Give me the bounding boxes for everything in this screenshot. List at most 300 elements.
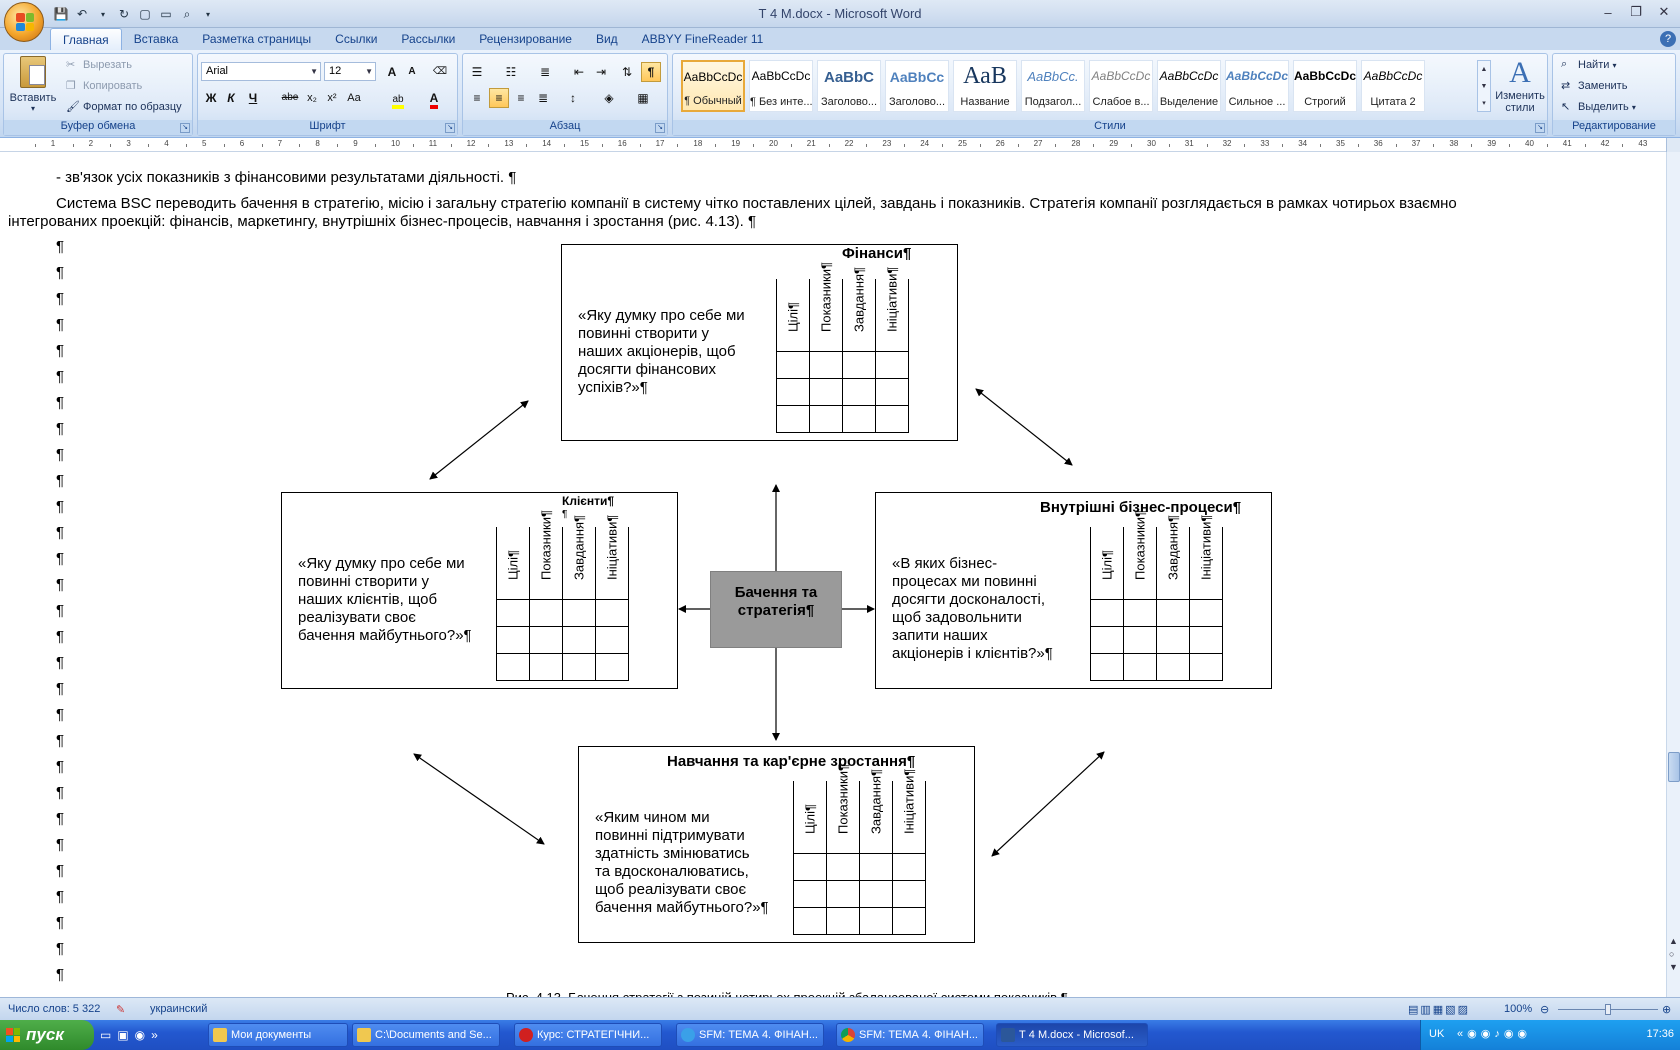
ruler-number: 17 bbox=[655, 139, 665, 148]
tab-insert[interactable]: Вставка bbox=[133, 32, 179, 46]
restore-button[interactable]: ❐ bbox=[1630, 4, 1642, 19]
word-count[interactable]: Число слов: 5 322 bbox=[8, 1003, 101, 1015]
print-preview-icon[interactable]: ⌕ bbox=[183, 6, 191, 21]
tab-view[interactable]: Вид bbox=[595, 32, 618, 46]
ruler-tick bbox=[564, 144, 565, 147]
tab-home[interactable]: Главная bbox=[50, 28, 122, 50]
document-page[interactable] bbox=[0, 152, 1666, 997]
style-name: Заголово... bbox=[820, 96, 878, 108]
ruler-number: 40 bbox=[1525, 139, 1534, 148]
ruler-tick bbox=[1093, 144, 1094, 147]
ruler-tick bbox=[35, 144, 36, 147]
clients-table bbox=[496, 509, 629, 681]
table-row bbox=[1091, 626, 1223, 653]
header-tasks: Завдання¶ bbox=[571, 514, 587, 580]
ruler-tick bbox=[753, 144, 754, 147]
paragraph-group bbox=[462, 53, 668, 136]
ruler-tick bbox=[829, 144, 830, 147]
copy-button[interactable] bbox=[66, 79, 142, 93]
finance-title: Фінанси¶ bbox=[842, 245, 912, 262]
pilcrow-mark: ¶ bbox=[56, 394, 65, 411]
clock: 17:36 bbox=[1646, 1028, 1674, 1040]
style-name: Название bbox=[960, 96, 1010, 108]
pilcrow-mark: ¶ bbox=[56, 654, 65, 671]
header-cell bbox=[497, 527, 530, 599]
style-sample: AaBbCcDc bbox=[1226, 69, 1289, 83]
ruler-tick bbox=[299, 144, 300, 147]
highlighter-icon: ab bbox=[392, 94, 403, 109]
font-size-combo[interactable] bbox=[324, 62, 376, 81]
ruler-tick bbox=[110, 144, 111, 147]
font-name-combo[interactable] bbox=[201, 62, 321, 81]
office-button[interactable] bbox=[4, 2, 44, 42]
styles-scroll[interactable]: ▲ ▼ ▾ bbox=[1477, 60, 1491, 112]
header-cell bbox=[596, 514, 629, 599]
borders-icon: ▦ bbox=[637, 91, 649, 105]
style-normal[interactable] bbox=[681, 60, 745, 112]
table-row bbox=[794, 907, 926, 934]
table-row bbox=[497, 626, 629, 653]
style-no-spacing[interactable] bbox=[749, 60, 813, 112]
ruler-number: 30 bbox=[1147, 139, 1156, 148]
italic-button[interactable]: К bbox=[227, 91, 235, 105]
task-explorer[interactable] bbox=[352, 1023, 500, 1047]
bold-button[interactable]: Ж bbox=[205, 91, 217, 105]
internal-processes-question: «В яких бізнес- процесах ми повинні досягти досконалості, щоб задовольнити запити наших акціонерів і клієнтів?»¶ bbox=[892, 555, 1053, 662]
ruler-tick bbox=[1547, 144, 1548, 147]
scissors-icon: ✂ bbox=[66, 59, 76, 71]
proofing-icon[interactable]: ✎ bbox=[116, 1004, 126, 1016]
input-language[interactable]: UK bbox=[1429, 1028, 1445, 1040]
ruler-number: 4 bbox=[164, 139, 169, 148]
tab-page-layout[interactable]: Разметка страницы bbox=[202, 32, 312, 46]
ruler-tick bbox=[1320, 144, 1321, 147]
ruler-tick bbox=[73, 144, 74, 147]
task-label: SFM: ТЕМА 4. ФІНАН... bbox=[699, 1029, 818, 1041]
line-spacing-icon: ↕ bbox=[570, 91, 576, 105]
sort-button[interactable] bbox=[617, 62, 637, 82]
header-indicators: Показники¶ bbox=[835, 763, 851, 834]
font-color-button[interactable] bbox=[424, 88, 444, 108]
ruler-tick bbox=[640, 144, 641, 147]
arrow-finance-internal bbox=[976, 389, 1072, 465]
clients-title: Клієнти¶ bbox=[562, 494, 615, 508]
increase-indent-button[interactable] bbox=[591, 62, 611, 82]
vision-strategy-box bbox=[710, 571, 842, 648]
save-icon[interactable]: 💾 bbox=[53, 7, 69, 21]
pilcrow-mark: ¶ bbox=[56, 862, 65, 879]
open-icon[interactable]: ▢ bbox=[139, 7, 151, 21]
style-sample: AaBbC bbox=[823, 69, 874, 86]
numbered-list-icon: ☷ bbox=[505, 65, 517, 79]
ruler-number: 27 bbox=[1033, 139, 1043, 148]
ruler-number: 8 bbox=[315, 139, 320, 148]
table-row bbox=[1091, 599, 1223, 626]
style-name: Выделение bbox=[1159, 96, 1219, 108]
zoom-level[interactable]: 100% bbox=[1504, 1003, 1533, 1015]
horizontal-ruler[interactable] bbox=[0, 138, 1666, 152]
task-label: Т 4 М.docx - Microsof... bbox=[1019, 1029, 1134, 1041]
paste-icon bbox=[20, 56, 46, 88]
zoom-slider[interactable] bbox=[1558, 1009, 1658, 1010]
table-row bbox=[777, 351, 909, 378]
task-chrome[interactable] bbox=[836, 1023, 984, 1047]
header-initiatives: Ініціативи¶ bbox=[884, 266, 900, 332]
ruler-tick bbox=[526, 144, 527, 147]
view-buttons[interactable]: ▤▥▦▧▨ bbox=[1408, 1004, 1470, 1016]
line-spacing-button[interactable] bbox=[563, 88, 583, 108]
arrow-internal-learning bbox=[992, 752, 1104, 856]
ruler-number: 31 bbox=[1184, 139, 1194, 148]
pilcrow-mark: ¶ bbox=[56, 914, 65, 931]
table-row bbox=[777, 378, 909, 405]
ruler-number: 1 bbox=[50, 139, 56, 148]
tray-icons[interactable]: «◉◉♪◉◉ bbox=[1457, 1028, 1532, 1040]
quick-launch[interactable]: ▭▣◉» bbox=[100, 1028, 164, 1042]
style-sample: AaBbCcDc bbox=[683, 70, 743, 84]
select-button[interactable] bbox=[1561, 100, 1636, 114]
header-tasks: Завдання¶ bbox=[1165, 514, 1181, 580]
ruler-number: 7 bbox=[277, 139, 283, 148]
style-name: Строгий bbox=[1304, 96, 1346, 108]
chevron-down-icon: ▼ bbox=[365, 67, 373, 76]
pilcrow-mark: ¶ bbox=[56, 784, 65, 801]
ruler-tick bbox=[1585, 144, 1586, 147]
header-cell bbox=[860, 768, 893, 853]
cut-label: Вырезать bbox=[83, 58, 132, 71]
format-painter-button[interactable] bbox=[66, 100, 182, 114]
font-size-value: 12 bbox=[329, 65, 342, 77]
ruler-tick bbox=[375, 144, 376, 147]
vision-strategy-text: Бачення та стратегія¶ bbox=[734, 584, 818, 619]
finance-question: «Яку думку про себе ми повинні створити у наших акціонерів, щоб досягти фінансових успіхів?»¶ bbox=[578, 307, 745, 396]
ruler-tick bbox=[262, 144, 263, 147]
highlight-button[interactable] bbox=[388, 88, 408, 108]
header-tasks: Завдання¶ bbox=[851, 266, 867, 332]
arrow-finance-clients bbox=[430, 401, 528, 479]
style-sample: AaBbCcDc bbox=[1294, 69, 1357, 83]
task-word[interactable] bbox=[996, 1023, 1148, 1047]
task-ie[interactable] bbox=[676, 1023, 824, 1047]
style-name: Сильное ... bbox=[1228, 96, 1286, 108]
task-label: Мои документы bbox=[231, 1029, 312, 1041]
replace-button[interactable] bbox=[1561, 79, 1627, 93]
tab-mailings[interactable]: Рассылки bbox=[401, 32, 456, 46]
underline-button[interactable]: Ч bbox=[248, 91, 258, 105]
find-label: Найти bbox=[1578, 58, 1610, 71]
paste-label: Вставить bbox=[9, 92, 57, 104]
page-nav-icons[interactable]: ▲ ○ ▼ bbox=[1669, 936, 1678, 972]
header-cell bbox=[563, 514, 596, 599]
taskbar bbox=[0, 1020, 1680, 1050]
pilcrow-mark: ¶ bbox=[56, 836, 65, 853]
ruler-number: 32 bbox=[1222, 139, 1232, 148]
header-goals: Цілі¶ bbox=[1099, 549, 1115, 580]
style-strong[interactable] bbox=[1293, 60, 1357, 112]
ruler-number: 15 bbox=[580, 139, 589, 148]
pilcrow-mark: ¶ bbox=[56, 888, 65, 905]
justify-button[interactable] bbox=[533, 88, 553, 108]
pilcrow-mark: ¶ bbox=[56, 524, 65, 541]
style-subtitle[interactable] bbox=[1021, 60, 1085, 112]
chrome-icon bbox=[841, 1028, 855, 1042]
pilcrow-mark: ¶ bbox=[56, 290, 65, 307]
ruler-tick bbox=[1282, 144, 1283, 147]
ruler-number: 5 bbox=[202, 139, 207, 148]
tab-abbyy[interactable]: ABBYY FineReader 11 bbox=[641, 32, 764, 46]
ribbon bbox=[0, 50, 1680, 138]
ruler-number: 37 bbox=[1411, 139, 1421, 148]
pilcrow-mark: ¶ bbox=[56, 706, 65, 723]
font-group-label: Шрифт bbox=[198, 120, 457, 135]
header-indicators: Показники¶ bbox=[1132, 509, 1148, 580]
ruler-tick bbox=[1055, 144, 1056, 147]
ruler-number: 43 bbox=[1638, 139, 1648, 148]
ruler-number: 18 bbox=[693, 139, 703, 148]
indent-icon: ⇥ bbox=[595, 65, 607, 79]
header-goals: Цілі¶ bbox=[785, 301, 801, 332]
new-document-icon[interactable]: ▭ bbox=[160, 7, 172, 21]
pilcrow-mark: ¶ bbox=[56, 628, 65, 645]
align-center-button[interactable] bbox=[489, 88, 509, 108]
folder-icon bbox=[213, 1028, 227, 1042]
paragraph-line-2: інтегрованих проекцій: фінансів, маркетингу, внутрішніх бізнес-процесів, навчання і зростання (рис. 4.13). ¶ bbox=[8, 213, 757, 230]
cursor-icon: ↖ bbox=[1561, 101, 1571, 113]
change-case-button[interactable]: Aa bbox=[347, 92, 361, 104]
ruler-number: 33 bbox=[1260, 139, 1270, 148]
paste-button[interactable] bbox=[8, 56, 58, 113]
cut-button[interactable] bbox=[66, 58, 132, 72]
subscript-button[interactable]: x₂ bbox=[307, 92, 317, 104]
ruler-tick bbox=[942, 144, 943, 147]
ruler-number: 39 bbox=[1487, 139, 1497, 148]
header-cell bbox=[794, 781, 827, 853]
style-heading-2[interactable] bbox=[885, 60, 949, 112]
bullet-list-icon: ☰ bbox=[471, 65, 483, 79]
tab-references[interactable]: Ссылки bbox=[335, 32, 378, 46]
scrollbar-thumb[interactable] bbox=[1668, 752, 1680, 782]
ruler-tick bbox=[1433, 144, 1434, 147]
header-cell bbox=[893, 768, 926, 853]
ruler-tick bbox=[337, 144, 338, 147]
paragraph-group-label: Абзац bbox=[463, 120, 667, 135]
change-styles-button[interactable] bbox=[1495, 56, 1545, 114]
style-sample: AaBbCc bbox=[889, 69, 945, 85]
pilcrow-mark: ¶ bbox=[56, 368, 65, 385]
paste-dropdown-icon: ▾ bbox=[30, 104, 35, 113]
zoom-out-icon[interactable]: ⊖ bbox=[1540, 1004, 1550, 1016]
grow-font-button[interactable]: A bbox=[387, 65, 397, 79]
ruler-tick bbox=[904, 144, 905, 147]
ruler-tick bbox=[1244, 144, 1245, 147]
word-icon bbox=[1001, 1028, 1015, 1042]
shrink-font-button[interactable]: A bbox=[408, 66, 416, 77]
pilcrow-mark: ¶ bbox=[56, 264, 65, 281]
task-my-documents[interactable] bbox=[208, 1023, 348, 1047]
ruler-number: 42 bbox=[1600, 139, 1610, 148]
style-name: Слабое в... bbox=[1092, 96, 1150, 108]
shading-button[interactable] bbox=[599, 88, 619, 108]
align-left-icon: ≡ bbox=[473, 91, 481, 105]
title-bar bbox=[0, 0, 1680, 28]
font-name-value: Arial bbox=[206, 65, 229, 77]
ruler-tick bbox=[866, 144, 867, 147]
multilevel-list-icon: ≣ bbox=[539, 65, 551, 79]
ruler-tick bbox=[413, 144, 414, 147]
style-sample: AaBbCcDc bbox=[1363, 69, 1423, 83]
font-group bbox=[197, 53, 458, 136]
ruler-tick bbox=[715, 144, 716, 147]
zoom-slider-thumb[interactable] bbox=[1605, 1004, 1611, 1015]
ruler-toggle-icon[interactable] bbox=[1666, 138, 1680, 152]
pilcrow-mark: ¶ bbox=[56, 550, 65, 567]
internal-processes-table bbox=[1090, 509, 1223, 681]
clipboard-group-label: Буфер обмена bbox=[4, 120, 192, 135]
styles-group bbox=[672, 53, 1548, 136]
customize-qat-icon[interactable]: ▾ bbox=[205, 9, 210, 19]
editing-group-label: Редактирование bbox=[1553, 120, 1675, 135]
align-right-button[interactable] bbox=[511, 88, 531, 108]
start-label: пуск bbox=[26, 1025, 64, 1044]
chevron-down-icon: ▾ bbox=[1631, 102, 1636, 112]
start-button[interactable] bbox=[0, 1020, 94, 1050]
redo-icon[interactable]: ↻ bbox=[118, 7, 130, 21]
copy-icon: ❐ bbox=[66, 80, 76, 92]
language-indicator[interactable]: украинский bbox=[150, 1003, 208, 1015]
table-row bbox=[497, 599, 629, 626]
style-name: Заголово... bbox=[888, 96, 946, 108]
style-heading-1[interactable] bbox=[817, 60, 881, 112]
undo-icon[interactable]: ↶ bbox=[76, 7, 88, 21]
task-opera[interactable] bbox=[514, 1023, 662, 1047]
strikethrough-button[interactable]: abe bbox=[281, 92, 299, 103]
pilcrow-mark: ¶ bbox=[56, 758, 65, 775]
header-cell bbox=[1091, 527, 1124, 599]
pilcrow-mark: ¶ bbox=[56, 680, 65, 697]
chevron-down-icon: ▼ bbox=[310, 67, 318, 76]
undo-dropdown-icon[interactable]: ▾ bbox=[100, 9, 105, 19]
header-cell bbox=[1157, 514, 1190, 599]
style-name: Подзагол... bbox=[1024, 96, 1082, 108]
decrease-indent-button[interactable] bbox=[569, 62, 589, 82]
help-icon[interactable]: ? bbox=[1660, 31, 1676, 47]
ruler-number: 26 bbox=[995, 139, 1005, 148]
style-emphasis[interactable] bbox=[1157, 60, 1221, 112]
header-goals: Цілі¶ bbox=[802, 803, 818, 834]
superscript-button[interactable]: x² bbox=[327, 92, 337, 104]
clear-format-button[interactable] bbox=[430, 62, 450, 82]
copy-label: Копировать bbox=[83, 79, 143, 92]
paragraph-line-1: Система BSC переводить бачення в стратегію, місію і загальну стратегію компанії в систему чітко поставлених цілей, завдань і показників. Стратегія компанії розглядається в рамках чотирьох взаємно bbox=[56, 195, 1457, 212]
binoculars-icon: ⌕ bbox=[1561, 58, 1568, 70]
ruler-number: 11 bbox=[428, 139, 438, 148]
ruler-number: 3 bbox=[126, 139, 131, 148]
replace-label: Заменить bbox=[1578, 79, 1628, 92]
style-sample: АаВ bbox=[963, 63, 1007, 89]
learning-growth-title: Навчання та кар'єрне зростання¶ bbox=[667, 753, 916, 770]
find-button[interactable] bbox=[1561, 58, 1616, 72]
style-subtle-emphasis[interactable] bbox=[1089, 60, 1153, 112]
ruler-number: 20 bbox=[769, 139, 778, 148]
ruler-number: 23 bbox=[882, 139, 892, 148]
status-bar bbox=[0, 997, 1680, 1020]
ruler-tick bbox=[1358, 144, 1359, 147]
ruler-number: 16 bbox=[617, 139, 627, 148]
editing-group bbox=[1552, 53, 1676, 136]
align-left-button[interactable] bbox=[467, 88, 487, 108]
ruler-number: 14 bbox=[542, 139, 552, 148]
clipboard-launcher-icon[interactable]: ↘ bbox=[180, 123, 190, 133]
clients-question: «Яку думку про себе ми повинні створити у наших клієнтів, щоб реалізувати своє бачення майбутнього?»¶ bbox=[298, 555, 472, 644]
ruler-number: 19 bbox=[731, 139, 741, 148]
style-intense-emphasis[interactable] bbox=[1225, 60, 1289, 112]
style-sample: AaBbCc. bbox=[1027, 69, 1079, 84]
window-controls bbox=[1596, 3, 1676, 21]
paragraph-launcher-icon[interactable]: ↘ bbox=[655, 123, 665, 133]
window-title: Т 4 М.docx - Microsoft Word bbox=[758, 6, 922, 21]
pilcrow-mark: ¶ bbox=[56, 420, 65, 437]
style-quote-2[interactable] bbox=[1361, 60, 1425, 112]
outdent-icon: ⇤ bbox=[573, 65, 585, 79]
select-label: Выделить bbox=[1578, 100, 1629, 113]
ruler-number: 2 bbox=[88, 139, 94, 148]
numbering-button[interactable] bbox=[501, 62, 521, 82]
font-launcher-icon[interactable]: ↘ bbox=[445, 123, 455, 133]
ruler-tick bbox=[602, 144, 603, 147]
font-color-icon: A bbox=[430, 91, 439, 109]
styles-launcher-icon[interactable]: ↘ bbox=[1535, 123, 1545, 133]
ruler-tick bbox=[186, 144, 187, 147]
justify-icon: ≣ bbox=[537, 91, 549, 105]
vertical-scrollbar[interactable] bbox=[1666, 152, 1680, 997]
show-marks-button[interactable] bbox=[641, 62, 661, 82]
finance-table bbox=[776, 261, 909, 433]
internal-processes-title: Внутрішні бізнес-процеси¶ bbox=[1040, 499, 1242, 516]
ruler-tick bbox=[1396, 144, 1397, 147]
ruler-tick bbox=[1622, 144, 1623, 147]
change-styles-icon: A bbox=[1509, 56, 1531, 89]
header-initiatives: Ініціативи¶ bbox=[604, 514, 620, 580]
internal-processes-box bbox=[875, 492, 1272, 689]
zoom-in-icon[interactable]: ⊕ bbox=[1662, 1004, 1672, 1016]
ruler-tick bbox=[451, 144, 452, 147]
pilcrow-mark: ¶ bbox=[56, 576, 65, 593]
opera-icon bbox=[519, 1028, 533, 1042]
pilcrow-mark: ¶ bbox=[56, 342, 65, 359]
clipboard-group bbox=[3, 53, 193, 136]
task-label: C:\Documents and Se... bbox=[375, 1029, 492, 1041]
system-tray bbox=[1420, 1020, 1680, 1050]
multilevel-list-button[interactable] bbox=[535, 62, 555, 82]
borders-button[interactable] bbox=[633, 88, 653, 108]
tab-review[interactable]: Рецензирование bbox=[479, 32, 572, 46]
pilcrow-mark: ¶ bbox=[56, 940, 65, 957]
ribbon-tabs bbox=[0, 28, 1680, 50]
sort-icon: ⇅ bbox=[621, 65, 633, 79]
bullets-button[interactable] bbox=[467, 62, 487, 82]
table-row bbox=[794, 880, 926, 907]
ruler-tick bbox=[1509, 144, 1510, 147]
task-label: Курс: СТРАТЕГІЧНИ... bbox=[537, 1029, 650, 1041]
close-button[interactable]: ✕ bbox=[1658, 4, 1670, 19]
table-row bbox=[1091, 653, 1223, 680]
minimize-button[interactable]: – bbox=[1604, 4, 1612, 20]
ruler-number: 10 bbox=[391, 139, 400, 148]
ruler-tick bbox=[980, 144, 981, 147]
ruler-tick bbox=[1018, 144, 1019, 147]
style-title[interactable] bbox=[953, 60, 1017, 112]
pilcrow-mark: ¶ bbox=[56, 238, 65, 255]
